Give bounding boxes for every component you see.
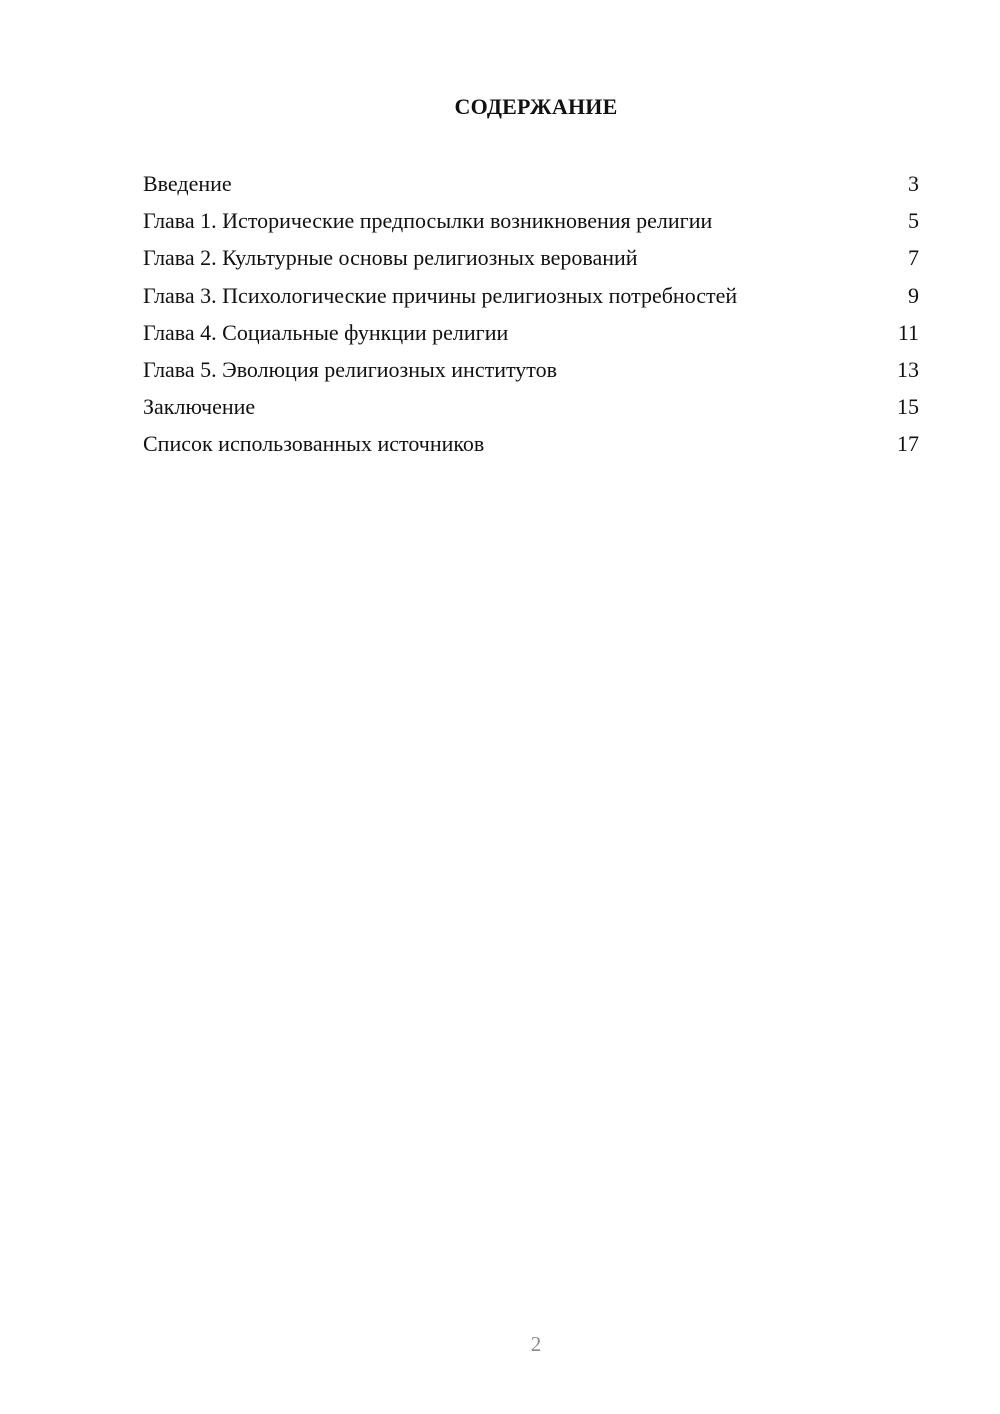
- toc-entry-introduction: [143, 168, 919, 205]
- toc-entry-page: 13: [897, 356, 919, 382]
- toc-entry-chapter-4: [143, 317, 919, 354]
- toc-entry-conclusion: [143, 391, 919, 428]
- toc-entry-page: 15: [897, 394, 919, 420]
- toc-entry-label: Глава 1. Исторические предпосылки возникновения религии: [143, 208, 713, 234]
- toc-entry-chapter-2: [143, 242, 919, 279]
- toc-entry-references: [143, 428, 919, 465]
- toc-entry-label: Глава 4. Социальные функции религии: [143, 319, 509, 345]
- toc-entry-label: Заключение: [143, 394, 256, 420]
- toc-entry-label: Глава 2. Культурные основы религиозных верований: [143, 245, 638, 271]
- page-number: 2: [530, 1332, 542, 1356]
- toc-entry-chapter-1: [143, 205, 919, 242]
- toc-entry-page: 5: [908, 208, 919, 234]
- toc-title: СОДЕРЖАНИЕ: [454, 94, 618, 119]
- toc-entry-label: Глава 5. Эволюция религиозных институтов: [143, 356, 558, 382]
- toc-entry-page: 11: [897, 319, 919, 345]
- toc-entry-label: Глава 3. Психологические причины религиозных потребностей: [143, 282, 738, 308]
- toc-entry-page: 17: [897, 431, 919, 457]
- table-of-contents: [143, 168, 919, 466]
- toc-entry-page: 9: [908, 282, 919, 308]
- toc-entry-page: 7: [908, 245, 919, 271]
- toc-entry-page: 3: [908, 171, 919, 196]
- toc-entry-chapter-3: [143, 280, 919, 317]
- toc-entry-chapter-5: [143, 354, 919, 391]
- toc-entry-label: Введение: [143, 171, 232, 196]
- toc-entry-label: Список использованных источников: [143, 431, 485, 457]
